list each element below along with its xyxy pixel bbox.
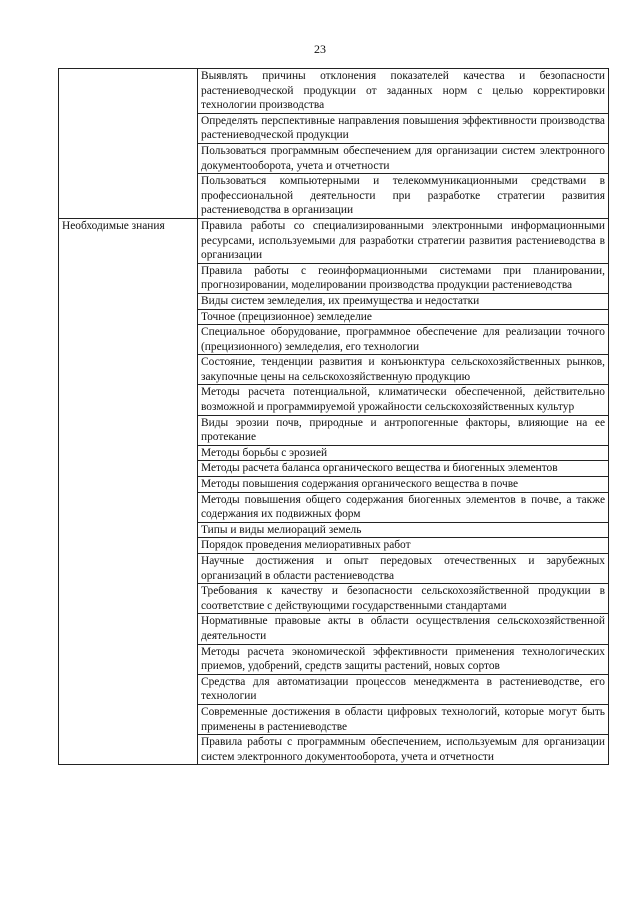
- requirement-item: Пользоваться программным обеспечением для организации систем электронного документооборота, учета и отчетности: [198, 143, 609, 173]
- requirement-item: Правила работы с геоинформационными системами при планировании, прогнозировании, моделировании производства продукции растениеводства: [198, 263, 609, 293]
- requirement-item: Точное (прецизионное) земледелие: [198, 309, 609, 325]
- table-row: [59, 218, 609, 263]
- requirement-item: Методы повышения содержания органического вещества в почве: [198, 477, 609, 493]
- requirement-item: Правила работы с программным обеспечением, используемым для организации систем электронного документооборота, учета и отчетности: [198, 735, 609, 765]
- requirement-item: Виды систем земледелия, их преимущества и недостатки: [198, 293, 609, 309]
- requirements-table-body: [59, 69, 609, 765]
- section-label: Необходимые знания: [59, 218, 198, 764]
- requirement-item: Средства для автоматизации процессов менеджмента в растениеводстве, его технологии: [198, 674, 609, 704]
- requirement-item: Порядок проведения мелиоративных работ: [198, 538, 609, 554]
- requirement-item: Методы расчета потенциальной, климатически обеспеченной, действительно возможной и программируемой урожайности сельскохозяйственных культур: [198, 385, 609, 415]
- requirement-item: Виды эрозии почв, природные и антропогенные факторы, влияющие на ее протекание: [198, 415, 609, 445]
- section-label: [59, 69, 198, 219]
- requirement-item: Требования к качеству и безопасности сельскохозяйственной продукции в соответствие с действующими государственными стандартами: [198, 584, 609, 614]
- requirement-item: Методы повышения общего содержания биогенных элементов в почве, а также содержания их подвижных форм: [198, 492, 609, 522]
- requirement-item: Специальное оборудование, программное обеспечение для реализации точного (прецизионного) земледелия, его технологии: [198, 325, 609, 355]
- requirement-item: Методы расчета баланса органического вещества и биогенных элементов: [198, 461, 609, 477]
- requirement-item: Типы и виды мелиораций земель: [198, 522, 609, 538]
- table-row: [59, 69, 609, 114]
- requirement-item: Определять перспективные направления повышения эффективности производства растениеводческой продукции: [198, 113, 609, 143]
- requirement-item: Правила работы со специализированными электронными информационными ресурсами, используемыми для разработки стратегии развития растениеводства в организации: [198, 218, 609, 263]
- requirement-item: Современные достижения в области цифровых технологий, которые могут быть применены в растениеводстве: [198, 704, 609, 734]
- requirement-item: Нормативные правовые акты в области осуществления сельскохозяйственной деятельности: [198, 614, 609, 644]
- requirement-item: Выявлять причины отклонения показателей качества и безопасности растениеводческой продукции от заданных норм с целью корректировки технологии производства: [198, 69, 609, 114]
- requirement-item: Состояние, тенденции развития и конъюнктура сельскохозяйственных рынков, закупочные цены на сельскохозяйственную продукцию: [198, 355, 609, 385]
- page-number: 23: [314, 42, 326, 56]
- requirements-table: [58, 68, 609, 765]
- requirement-item: Методы расчета экономической эффективности применения технологических приемов, удобрений, средств защиты растений, новых сортов: [198, 644, 609, 674]
- requirement-item: Методы борьбы с эрозией: [198, 445, 609, 461]
- requirement-item: Пользоваться компьютерными и телекоммуникационными средствами в профессиональной деятельности при разработке стратегии развития растениеводства в организации: [198, 174, 609, 219]
- requirement-item: Научные достижения и опыт передовых отечественных и зарубежных организаций в области растениеводства: [198, 554, 609, 584]
